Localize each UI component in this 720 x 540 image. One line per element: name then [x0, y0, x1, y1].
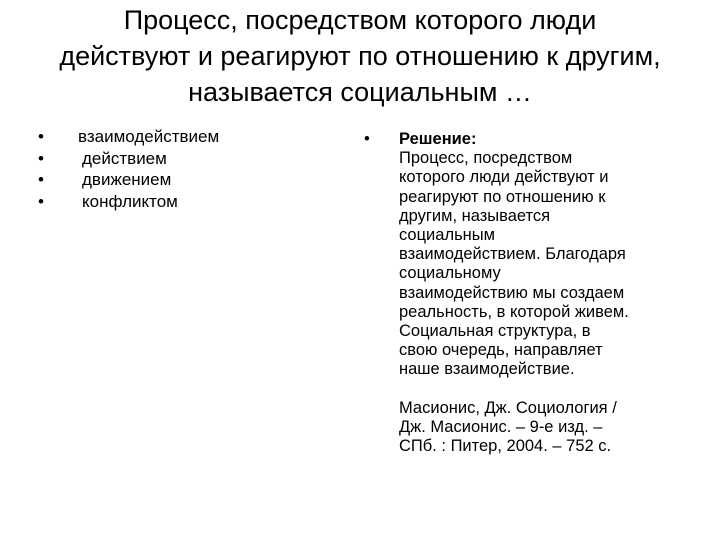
solution-text-line: взаимодействию мы создаем: [399, 283, 625, 302]
answer-option-text: движением: [82, 170, 172, 189]
solution-text-line: социальным: [399, 226, 495, 245]
solution-text-line: другим, называется: [399, 206, 551, 225]
bullet-icon: •: [38, 127, 44, 146]
solution-text-line: наше взаимодействие.: [399, 360, 575, 379]
solution-block: [364, 130, 704, 456]
title-line: называется социальным …: [188, 77, 532, 107]
solution-text-line: реагируют по отношению к: [399, 187, 606, 206]
slide-title: [20, 2, 700, 110]
title-line: Процесс, посредством которого люди: [123, 5, 597, 35]
citation-line: Дж. Масионис. – 9-е изд. –: [399, 417, 603, 436]
answer-option-text: действием: [82, 148, 167, 168]
answer-option-text: взаимодействием: [78, 127, 220, 146]
solution-text-line: которого люди действуют и: [399, 168, 609, 187]
solution-text-line: взаимодействием. Благодаря: [399, 245, 626, 264]
solution-text-line: свою очередь, направляет: [399, 341, 603, 360]
answer-option: [38, 169, 219, 191]
answer-option: [38, 191, 219, 213]
solution-text-line: Социальная структура, в: [399, 322, 591, 341]
solution-content: [399, 130, 704, 456]
title-line: действуют и реагируют по отношению к другим,: [59, 41, 661, 71]
bullet-icon: •: [38, 148, 44, 168]
answer-option-text: конфликтом: [82, 191, 178, 211]
bullet-icon: •: [38, 170, 44, 189]
answer-options-list: [38, 126, 219, 212]
citation-line: СПб. : Питер, 2004. – 752 с.: [399, 437, 612, 456]
citation-line: Масионис, Дж. Социология /: [399, 398, 617, 417]
bullet-icon: •: [364, 130, 370, 148]
bullet-icon: •: [38, 191, 44, 211]
solution-text-line: Процесс, посредством: [399, 149, 573, 168]
solution-heading: Решение:: [399, 130, 477, 148]
citation: [399, 399, 704, 457]
solution-text-line: социальному: [399, 264, 501, 283]
solution-text-line: реальность, в которой живем.: [399, 302, 629, 321]
answer-option: [38, 148, 219, 170]
answer-option: [38, 126, 219, 148]
